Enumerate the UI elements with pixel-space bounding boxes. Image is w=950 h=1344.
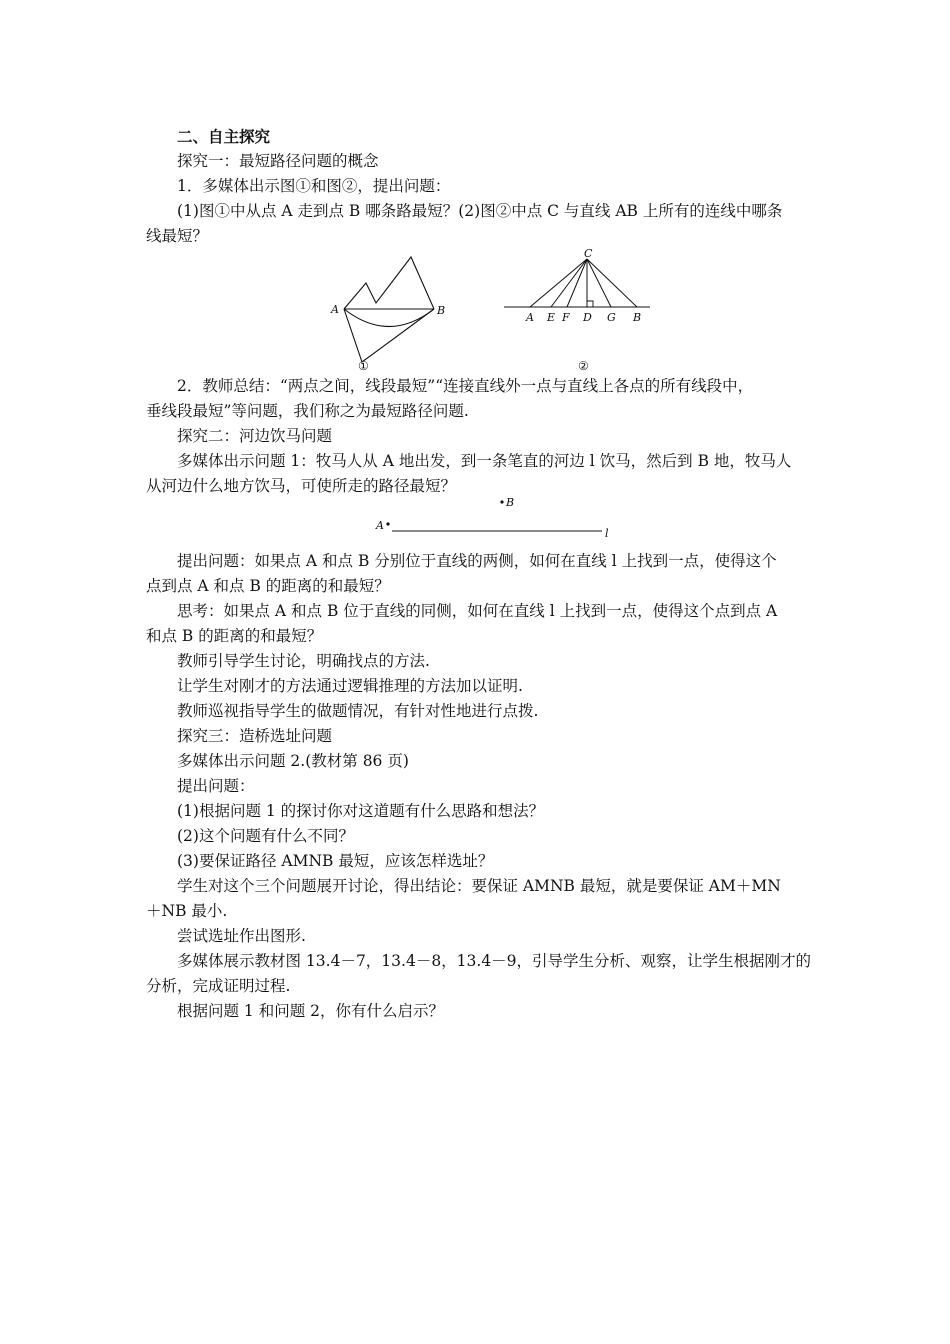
fig2-label-b: B — [633, 311, 642, 324]
fig3-point-a — [386, 522, 389, 525]
question-2: (2)这个问题有什么不同？ — [177, 827, 354, 845]
think-line2: 和点 B 的距离的和最短？ — [146, 627, 323, 645]
discuss-line1: 学生对这个三个问题展开讨论，得出结论：要保证 AMNB 最短，就是要保证 AM＋MN — [177, 877, 781, 895]
think-line1: 思考：如果点 A 和点 B 位于直线的同侧，如何在直线 l 上找到一点，使得这个点到点 A — [177, 602, 778, 620]
item1-text: 1．多媒体出示图①和图②，提出问题： — [177, 177, 451, 195]
fig3-label-a: A — [376, 519, 384, 532]
guide-2: 让学生对刚才的方法通过逻辑推理的方法加以证明. — [177, 677, 523, 695]
question-line2: 线最短？ — [146, 227, 209, 245]
fig1-number: ① — [358, 359, 369, 373]
fig3-label-b: B — [506, 496, 515, 509]
show-line1: 多媒体展示教材图 13.4－7，13.4－8，13.4－9，引导学生分析、观察，让学生根据刚才的 — [177, 952, 812, 970]
ask2-text: 提出问题： — [177, 777, 255, 795]
fig2-segment-ca — [530, 259, 587, 307]
question-line1: (1)图①中从点 A 走到点 B 哪条路最短？(2)图②中点 C 与直线 AB 上所有的连线中哪条 — [177, 202, 783, 220]
inquiry3-title: 探究三：造桥选址问题 — [177, 727, 333, 745]
section-title: 二、自主探究 — [177, 127, 271, 146]
question-3: (3)要保证路径 AMNB 最短，应该怎样选址？ — [177, 852, 494, 870]
discuss-line2: ＋NB 最小. — [146, 902, 228, 920]
problem1-line1: 多媒体出示问题 1：牧马人从 A 地出发，到一条笔直的河边 l 饮马，然后到 B 地，牧马人 — [177, 452, 792, 470]
item2-line1: 2．教师总结：“两点之间，线段最短”“连接直线外一点与直线上各点的所有线段中， — [177, 377, 754, 395]
fig2-segment-cg — [587, 259, 611, 307]
fig2-label-c: C — [584, 247, 593, 260]
guide-1: 教师引导学生讨论，明确找点的方法. — [177, 652, 430, 670]
guide-3: 教师巡视指导学生的做题情况，有针对性地进行点拨. — [177, 702, 539, 720]
ask1-line1: 提出问题：如果点 A 和点 B 分别位于直线的两侧，如何在直线 l 上找到一点，使得这个 — [177, 552, 777, 570]
question-1: (1)根据问题 1 的探讨你对这道题有什么思路和想法？ — [177, 802, 545, 820]
try-draw-text: 尝试选址作出图形. — [177, 927, 306, 945]
fig2-label-d: D — [583, 311, 592, 324]
fig2-label-e: E — [547, 311, 556, 324]
item2-line2: 垂线段最短”等问题，我们称之为最短路径问题. — [146, 402, 469, 420]
fig1-path-upper — [344, 257, 434, 309]
fig2-right-angle-mark — [587, 301, 593, 307]
fig2-segment-cb — [587, 259, 637, 307]
fig1-path-lower — [344, 309, 434, 362]
fig2-segment-ce — [551, 259, 587, 307]
inquiry2-title: 探究二：河边饮马问题 — [177, 427, 333, 445]
figure-1-paths-diagram — [326, 252, 456, 374]
fig2-number: ② — [578, 359, 589, 373]
fig3-label-l: l — [605, 527, 609, 540]
inquiry1-title: 探究一：最短路径问题的概念 — [177, 152, 379, 170]
fig1-label-b: B — [437, 304, 446, 317]
figure-2-perpendicular-diagram — [500, 244, 656, 374]
problem1-line2: 从河边什么地方饮马，可使所走的路径最短？ — [146, 477, 457, 495]
fig3-point-b — [500, 500, 503, 503]
fig2-label-f: F — [562, 311, 570, 324]
show-line2: 分析，完成证明过程. — [146, 977, 291, 995]
fig2-segment-cf — [567, 259, 587, 307]
problem2-text: 多媒体出示问题 2.(教材第 86 页) — [177, 752, 409, 770]
fig2-label-a: A — [526, 311, 534, 324]
figure-3-river-diagram — [370, 493, 620, 543]
fig1-label-a: A — [331, 303, 339, 316]
enlighten-text: 根据问题 1 和问题 2，你有什么启示？ — [177, 1002, 445, 1020]
fig1-curve-ab — [344, 309, 434, 327]
fig2-label-g: G — [607, 311, 616, 324]
ask1-line2: 点到点 A 和点 B 的距离的和最短？ — [146, 577, 390, 595]
